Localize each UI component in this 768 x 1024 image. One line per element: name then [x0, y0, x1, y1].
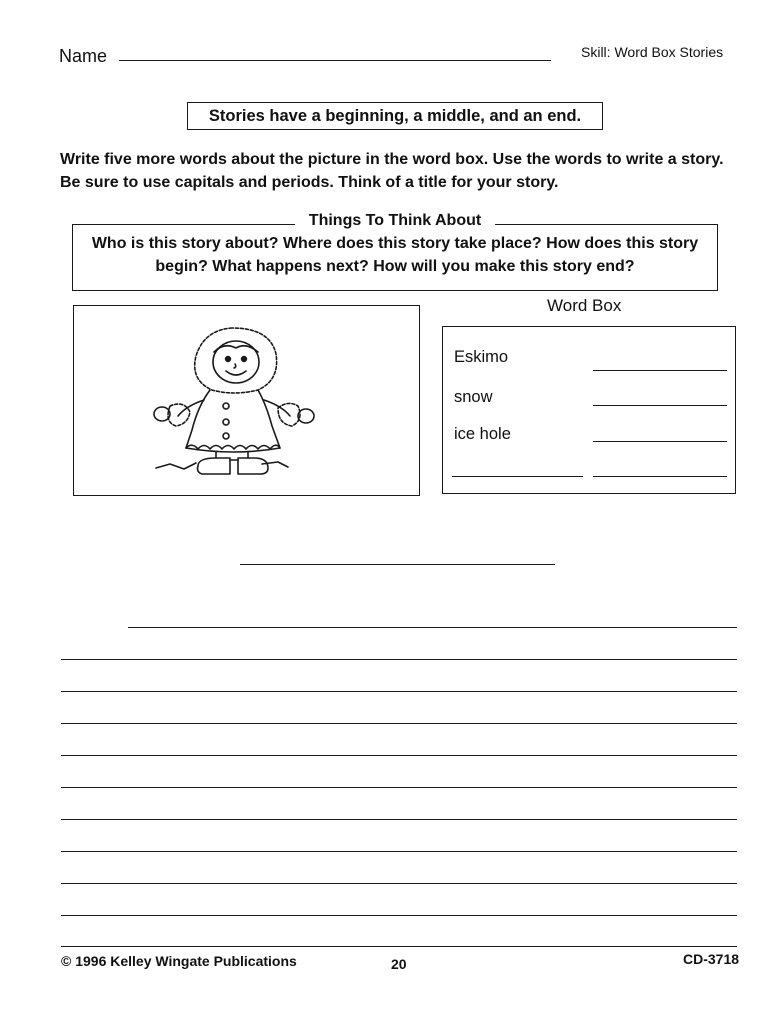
word-box-blank-line: [452, 476, 583, 477]
story-title-line: [240, 564, 555, 565]
word-box-blank-line: [593, 405, 727, 406]
word-box: [442, 326, 736, 494]
skill-label: Skill: Word Box Stories: [581, 44, 724, 60]
word-box-title: Word Box: [547, 296, 622, 315]
story-writing-line: [61, 883, 737, 884]
word-box-blank-line: [593, 476, 727, 477]
think-about-text: Who is this story about? Where does this story take place? How does this story begin? What happens next? How will you make this story end?: [91, 235, 699, 275]
instructions: Write five more words about the picture in the word box. Use the words to write a story. Be sure to use capitals and periods. Think of a title for your story.: [60, 151, 724, 191]
story-writing-line: [61, 691, 737, 692]
product-code: CD-3718: [683, 951, 740, 967]
story-writing-line: [61, 946, 737, 947]
copyright: © 1996 Kelley Wingate Publications: [61, 953, 297, 969]
story-writing-line: [61, 915, 737, 916]
word-box-word: snow: [454, 388, 493, 406]
story-writing-line: [61, 755, 737, 756]
page-number: 20: [391, 956, 407, 972]
word-box-word: ice hole: [454, 425, 511, 443]
name-label: Name: [59, 46, 108, 66]
story-writing-line: [61, 723, 737, 724]
word-box-blank-line: [593, 441, 727, 442]
story-writing-line: [61, 819, 737, 820]
eskimo-child-illustration: [74, 306, 418, 494]
word-box-blank-line: [593, 370, 727, 371]
story-writing-line: [61, 787, 737, 788]
story-writing-line: [61, 851, 737, 852]
think-about-title: Things To Think About: [73, 212, 717, 230]
picture-box: [73, 305, 420, 496]
banner: Stories have a beginning, a middle, and an end.: [187, 102, 603, 130]
name-line: [119, 60, 551, 61]
word-box-word: Eskimo: [454, 348, 509, 366]
story-writing-line: [61, 659, 737, 660]
story-writing-line: [128, 627, 737, 628]
think-about-box: [72, 212, 718, 291]
